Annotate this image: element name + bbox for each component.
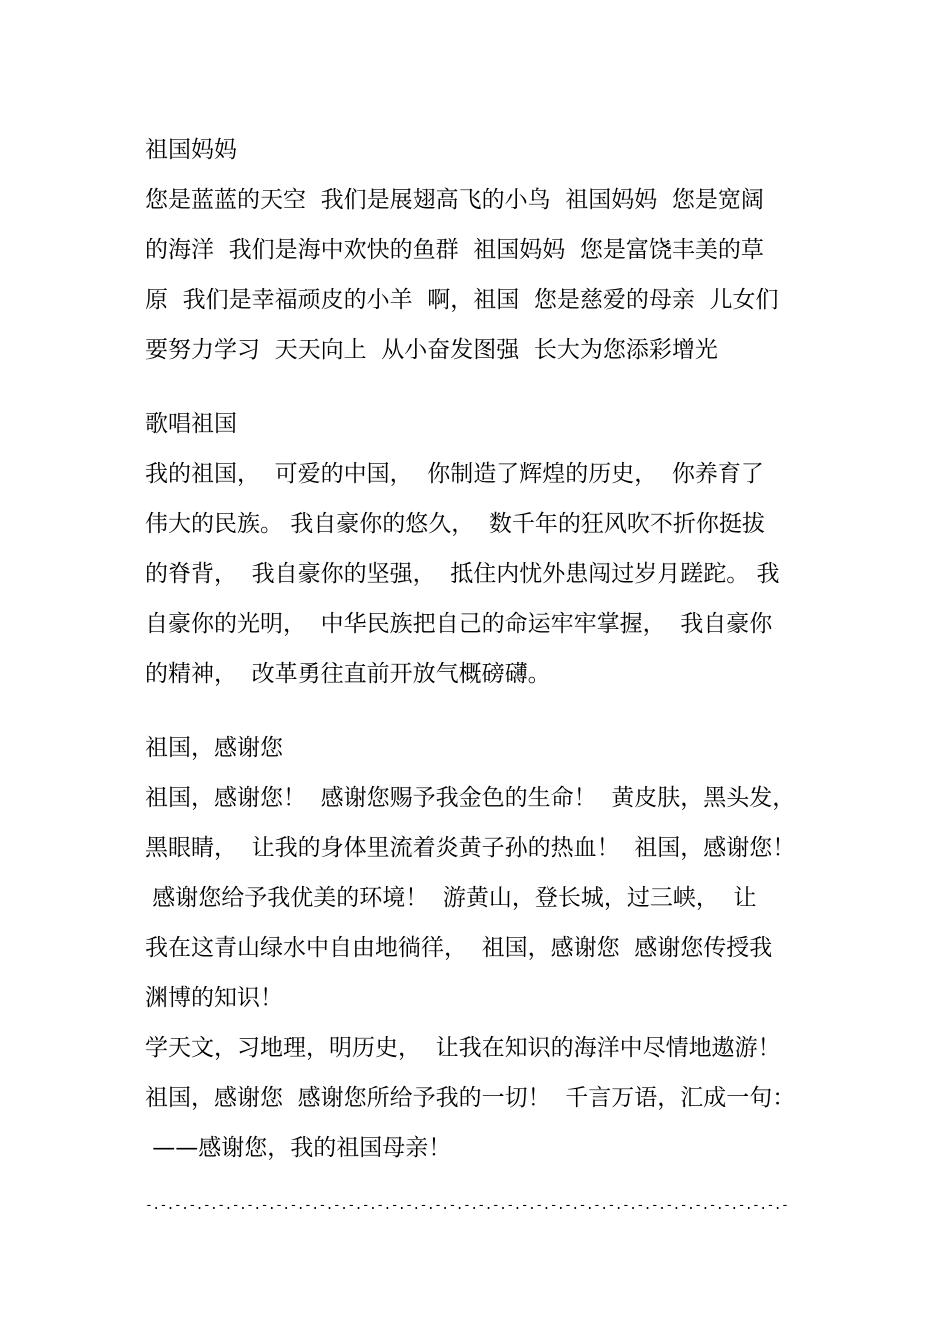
section-title: 歌唱祖国 [145, 411, 237, 437]
section-title: 祖国，感谢您 [145, 735, 283, 761]
paragraph-line: 原 我们是幸福顽皮的小羊 啊，祖国 您是慈爱的母亲 儿女们 [145, 287, 779, 313]
section-3 [145, 723, 815, 1173]
paragraph-line: 的脊背， 我自豪你的坚强， 抵住内忧外患闯过岁月蹉跎。 我 [145, 561, 780, 587]
section-title: 祖国妈妈 [145, 137, 237, 163]
paragraph-line: 我的祖国， 可爱的中国， 你制造了辉煌的历史， 你养育了 [145, 461, 764, 487]
paragraph-line: 黑眼睛， 让我的身体里流着炎黄子孙的热血！ 祖国，感谢您！ [145, 835, 796, 861]
paragraph-line: 要努力学习 天天向上 从小奋发图强 长大为您添彩增光 [145, 337, 718, 363]
paragraph-line: 的精神， 改革勇往直前开放气概磅礴。 [145, 661, 551, 687]
section-1 [145, 125, 815, 375]
paragraph-line: 祖国，感谢您 感谢您所给予我的一切！ 千言万语，汇成一句： [145, 1085, 796, 1111]
paragraph-line: 祖国，感谢您！ 感谢您赐予我金色的生命！ 黄皮肤，黑头发， [145, 785, 796, 811]
paragraph-line: 感谢您给予我优美的环境！ 游黄山，登长城，过三峡， 让 [145, 885, 757, 911]
paragraph-line: 的海洋 我们是海中欢快的鱼群 祖国妈妈 您是富饶丰美的草 [145, 237, 764, 263]
document-body [145, 125, 815, 1173]
paragraph-line: 学天文，习地理，明历史， 让我在知识的海洋中尽情地遨游！ [145, 1035, 781, 1061]
section-gap [145, 375, 815, 399]
section-2 [145, 399, 815, 699]
section-gap [145, 699, 815, 723]
paragraph-line: 我在这青山绿水中自由地徜徉， 祖国，感谢您 感谢您传授我 [145, 935, 773, 961]
paragraph-line: 渊博的知识！ [145, 985, 283, 1011]
paragraph-line: 自豪你的光明， 中华民族把自己的命运牢牢掌握， 我自豪你 [145, 611, 773, 637]
dashed-divider: -.-.-.-.-.-.-.-.-.-.-.-.-.-.-.-.-.-.-.-.-.-.-.-.-.-.-.-.-.-.-.-.-.-.-.-.-.-.-.-.-.-.-.-.- [145, 1198, 789, 1213]
paragraph-line: 您是蓝蓝的天空 我们是展翅高飞的小鸟 祖国妈妈 您是宽阔 [145, 187, 764, 213]
paragraph-line: 伟大的民族。 我自豪你的悠久， 数千年的狂风吹不折你挺拔 [145, 511, 765, 537]
paragraph-line: ——感谢您，我的祖国母亲！ [145, 1135, 452, 1161]
